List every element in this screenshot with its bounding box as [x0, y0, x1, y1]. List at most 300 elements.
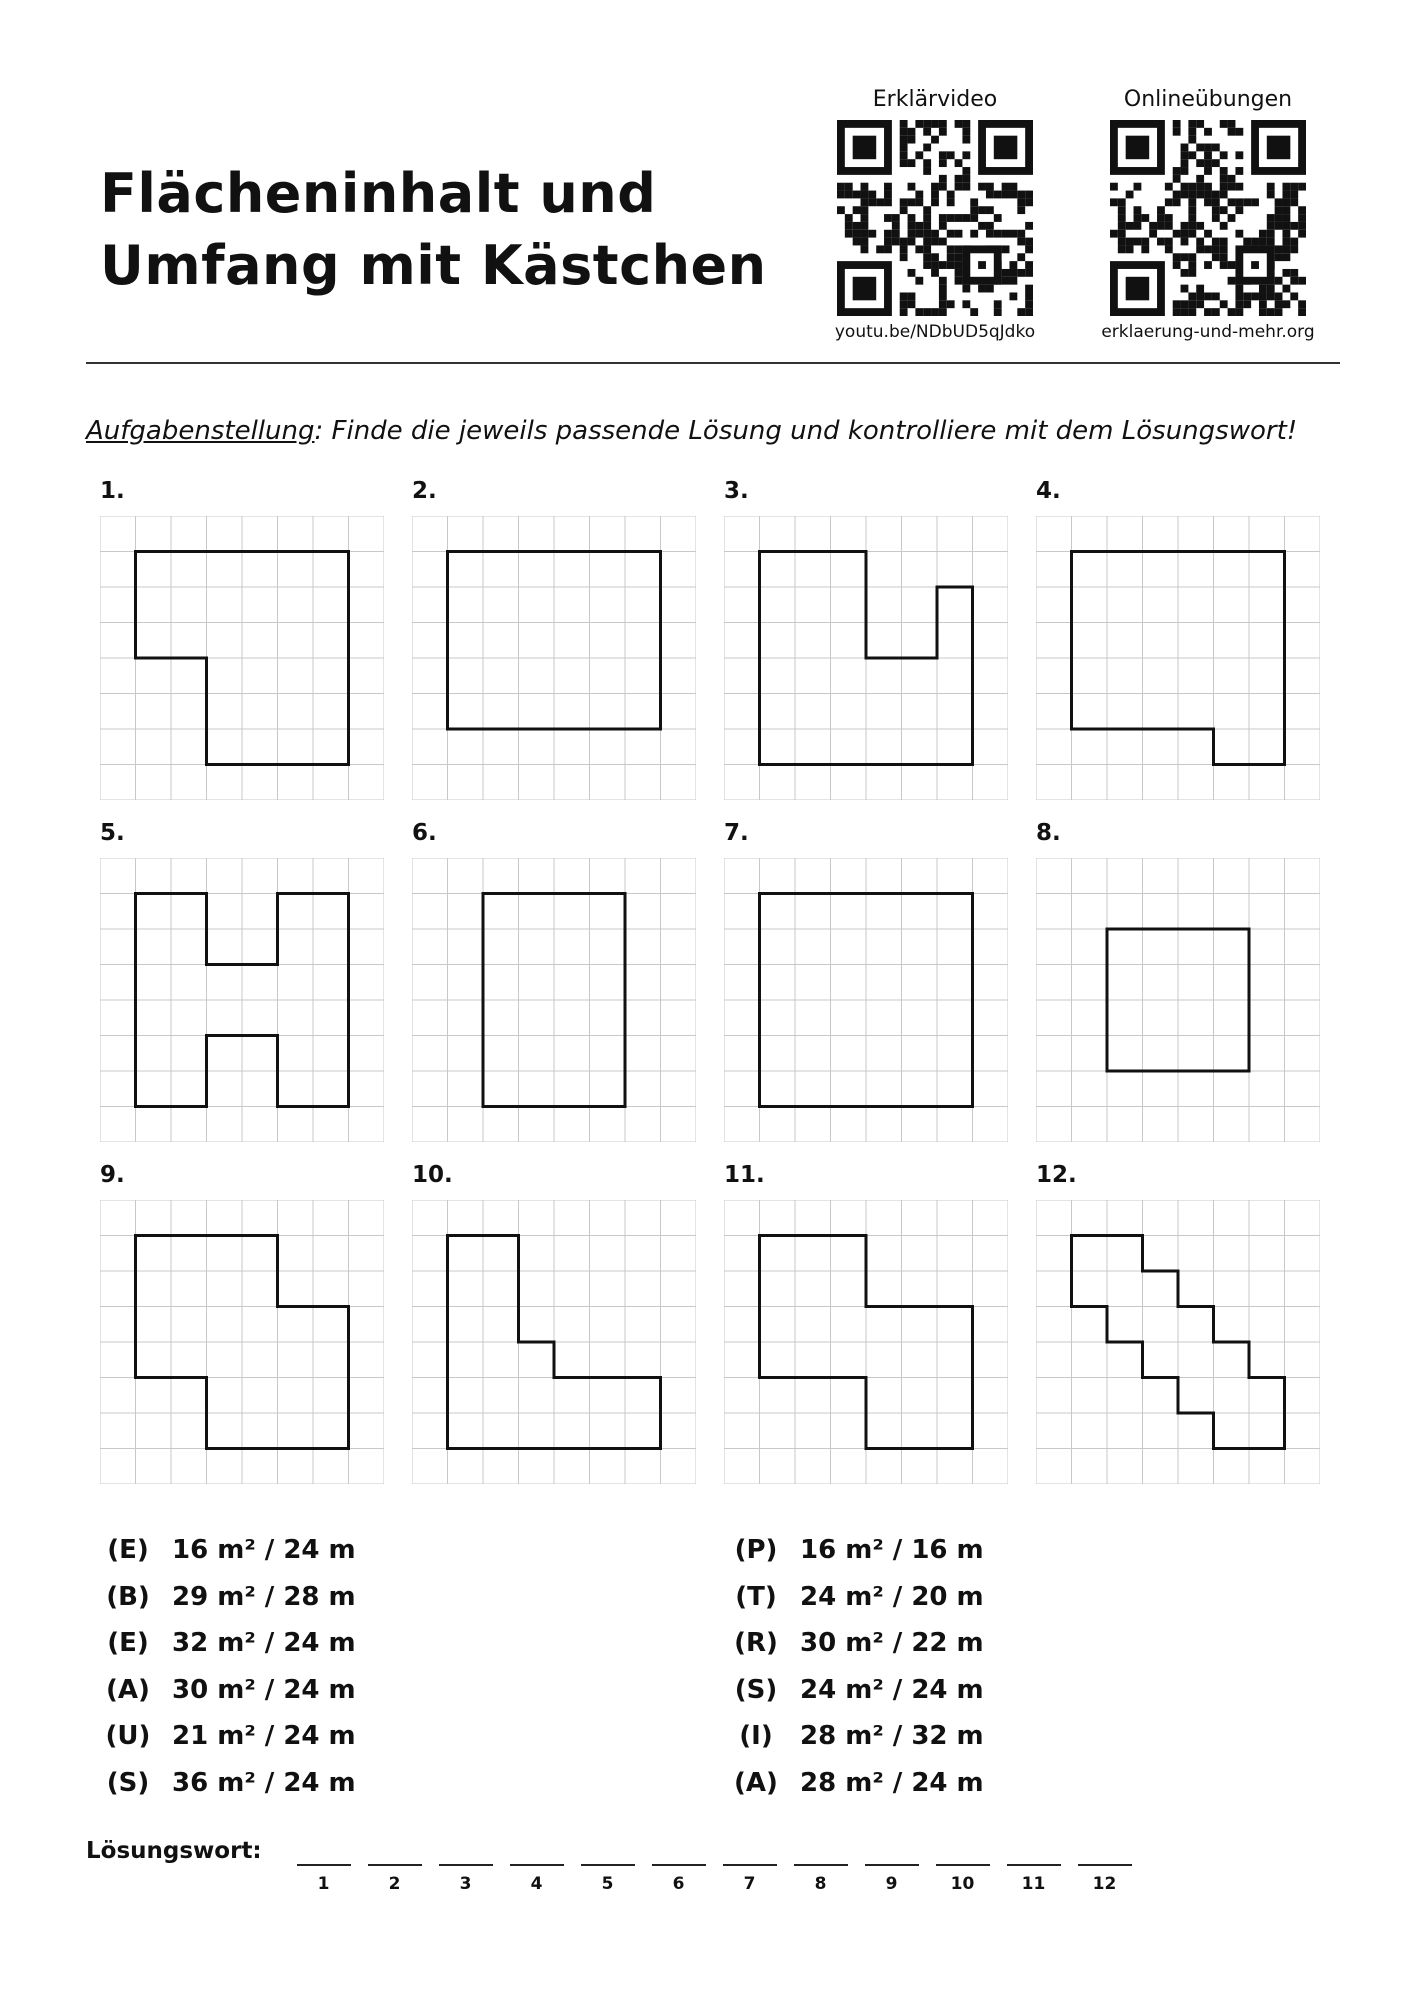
- qr-module: [861, 206, 869, 214]
- qr-module: [1002, 277, 1010, 285]
- qr-module: [1118, 206, 1126, 214]
- qr-module: [1220, 222, 1228, 230]
- qr-module: [955, 253, 963, 261]
- qr-module: [1196, 159, 1204, 167]
- qr-module: [1235, 183, 1243, 191]
- answer-code: (E): [107, 1628, 149, 1659]
- qr-module: [1290, 222, 1298, 230]
- qr-module: [1282, 300, 1290, 308]
- answer-row: [720, 1574, 984, 1621]
- qr-module: [1228, 120, 1236, 128]
- qr-module: [931, 136, 939, 144]
- qr-module: [1290, 198, 1298, 206]
- qr-module: [931, 238, 939, 246]
- qr-module: [1212, 206, 1220, 214]
- qr-module: [1228, 214, 1236, 222]
- qr-module: [1235, 230, 1243, 238]
- solution-slot-line[interactable]: [297, 1838, 351, 1866]
- qr-module: [1009, 191, 1017, 199]
- qr-module: [861, 222, 869, 230]
- qr-module: [1173, 120, 1181, 128]
- qr-module: [1212, 191, 1220, 199]
- qr-module: [939, 238, 947, 246]
- qr-module: [1282, 230, 1290, 238]
- qr-module: [1235, 308, 1243, 316]
- qr-module: [1110, 198, 1118, 206]
- solution-slot[interactable]: [714, 1838, 785, 1894]
- qr-module: [1275, 277, 1283, 285]
- answer-value: 30 m² / 24 m: [172, 1674, 356, 1705]
- qr-video-block: [805, 80, 1065, 342]
- answer-code: (E): [107, 1535, 149, 1566]
- qr-module: [962, 214, 970, 222]
- header-divider: [86, 362, 1340, 364]
- grid-figure-2: [412, 516, 696, 800]
- qr-module: [1290, 191, 1298, 199]
- solution-slot-line[interactable]: [439, 1838, 493, 1866]
- qr-module: [1009, 277, 1017, 285]
- qr-module: [1188, 261, 1196, 269]
- qr-module: [908, 292, 916, 300]
- answer-row: [720, 1620, 984, 1667]
- qr-module: [1118, 245, 1126, 253]
- solution-slot[interactable]: [785, 1838, 856, 1894]
- qr-module: [1298, 214, 1306, 222]
- solution-slot[interactable]: [430, 1838, 501, 1894]
- qr-module: [1002, 245, 1010, 253]
- qr-module: [845, 191, 853, 199]
- qr-module: [1110, 230, 1118, 238]
- qr-video-url[interactable]: youtu.be/NDbUD5qJdko: [834, 322, 1036, 342]
- qr-module: [908, 300, 916, 308]
- qr-module: [1243, 300, 1251, 308]
- qr-module: [1204, 167, 1212, 175]
- qr-module: [962, 120, 970, 128]
- qr-module: [1126, 136, 1150, 160]
- qr-module: [1181, 308, 1189, 316]
- qr-module: [892, 230, 900, 238]
- figure-number: 6.: [412, 820, 437, 846]
- solution-slot-number: 9: [885, 1874, 898, 1894]
- qr-code-icon[interactable]: [837, 120, 1033, 316]
- qr-module: [1134, 183, 1142, 191]
- answer-code: (A): [106, 1674, 150, 1705]
- qr-module: [962, 300, 970, 308]
- qr-module: [1282, 269, 1290, 277]
- qr-module: [1290, 238, 1298, 246]
- qr-module: [1298, 277, 1306, 285]
- qr-module: [1025, 292, 1033, 300]
- solution-slot-number: 5: [601, 1874, 614, 1894]
- qr-module: [947, 198, 955, 206]
- qr-module: [1181, 269, 1189, 277]
- qr-module: [1220, 238, 1228, 246]
- figure-number: 12.: [1036, 1162, 1077, 1188]
- qr-module: [1017, 253, 1025, 261]
- qr-module: [955, 120, 963, 128]
- qr-module: [939, 300, 947, 308]
- qr-module: [1298, 308, 1306, 316]
- qr-module: [900, 245, 908, 253]
- qr-module: [1196, 175, 1204, 183]
- qr-module: [884, 245, 892, 253]
- qr-module: [1243, 292, 1251, 300]
- qr-module: [978, 222, 986, 230]
- qr-module: [1126, 222, 1134, 230]
- qr-module: [1149, 230, 1157, 238]
- qr-module: [1017, 308, 1025, 316]
- qr-module: [939, 285, 947, 293]
- qr-module: [1157, 238, 1165, 246]
- qr-module: [1196, 222, 1204, 230]
- qr-module: [908, 230, 916, 238]
- solution-slot-line[interactable]: [794, 1838, 848, 1866]
- qr-module: [955, 277, 963, 285]
- answer-row: [720, 1667, 984, 1714]
- qr-module: [1025, 300, 1033, 308]
- qr-module: [939, 120, 947, 128]
- qr-module: [915, 222, 923, 230]
- solution-slot-line[interactable]: [652, 1838, 706, 1866]
- qr-module: [1025, 285, 1033, 293]
- qr-module: [1267, 308, 1275, 316]
- qr-module: [1204, 159, 1212, 167]
- solution-slot-line[interactable]: [723, 1838, 777, 1866]
- solution-slot-number: 7: [743, 1874, 756, 1894]
- qr-module: [1165, 198, 1173, 206]
- qr-module: [1267, 191, 1275, 199]
- qr-module: [994, 230, 1002, 238]
- qr-exercises-block: [1073, 80, 1343, 342]
- qr-module: [923, 206, 931, 214]
- solution-slot-line[interactable]: [368, 1838, 422, 1866]
- qr-module: [1188, 128, 1196, 136]
- qr-module: [853, 238, 861, 246]
- grid-figure-1: [100, 516, 384, 800]
- qr-module: [1282, 206, 1290, 214]
- qr-module: [1118, 230, 1126, 238]
- qr-module: [1196, 144, 1204, 152]
- qr-module: [900, 292, 908, 300]
- qr-module: [1126, 277, 1150, 301]
- grid-figure-11: [724, 1200, 1008, 1484]
- qr-module: [1017, 198, 1025, 206]
- figure-number: 3.: [724, 478, 749, 504]
- qr-code-icon[interactable]: [1110, 120, 1306, 316]
- qr-module: [923, 253, 931, 261]
- solution-slot[interactable]: [572, 1838, 643, 1894]
- qr-module: [1025, 269, 1033, 277]
- solution-slot[interactable]: [643, 1838, 714, 1894]
- qr-module: [923, 222, 931, 230]
- grid-figure-9: [100, 1200, 384, 1484]
- answer-value: 30 m² / 22 m: [800, 1628, 984, 1659]
- qr-module: [1275, 300, 1283, 308]
- qr-module: [1220, 261, 1228, 269]
- qr-module: [931, 261, 939, 269]
- qr-module: [1188, 292, 1196, 300]
- qr-module: [955, 214, 963, 222]
- qr-module: [970, 206, 978, 214]
- solution-slot[interactable]: [998, 1838, 1069, 1894]
- qr-module: [1251, 198, 1259, 206]
- qr-exercises-url[interactable]: erklaerung-und-mehr.org: [1101, 322, 1315, 342]
- qr-module: [1220, 300, 1228, 308]
- qr-module: [861, 198, 869, 206]
- qr-module: [1282, 245, 1290, 253]
- qr-module: [1228, 198, 1236, 206]
- qr-module: [955, 269, 963, 277]
- solution-slot[interactable]: [856, 1838, 927, 1894]
- qr-module: [1212, 238, 1220, 246]
- qr-module: [1212, 144, 1220, 152]
- qr-module: [1275, 292, 1283, 300]
- qr-module: [1220, 253, 1228, 261]
- qr-module: [1259, 238, 1267, 246]
- qr-module: [1282, 238, 1290, 246]
- qr-module: [1282, 253, 1290, 261]
- qr-module: [1298, 222, 1306, 230]
- qr-module: [1009, 261, 1017, 269]
- qr-module: [845, 183, 853, 191]
- qr-module: [837, 206, 845, 214]
- qr-module: [1259, 292, 1267, 300]
- qr-module: [994, 214, 1002, 222]
- qr-module: [908, 214, 916, 222]
- title-line-1: Flächeninhalt und: [100, 162, 657, 225]
- qr-module: [868, 230, 876, 238]
- qr-module: [1017, 206, 1025, 214]
- qr-module: [1259, 300, 1267, 308]
- qr-module: [947, 191, 955, 199]
- qr-module: [931, 183, 939, 191]
- qr-module: [923, 245, 931, 253]
- qr-module: [908, 198, 916, 206]
- solution-slot[interactable]: [288, 1838, 359, 1894]
- grid-figure-12: [1036, 1200, 1320, 1484]
- answer-code: (S): [734, 1674, 778, 1705]
- qr-module: [1149, 222, 1157, 230]
- qr-module: [1235, 292, 1243, 300]
- qr-module: [876, 198, 884, 206]
- qr-module: [884, 214, 892, 222]
- qr-module: [986, 191, 994, 199]
- qr-module: [1204, 183, 1212, 191]
- qr-module: [962, 167, 970, 175]
- qr-module: [1009, 269, 1017, 277]
- qr-module: [1002, 269, 1010, 277]
- qr-module: [1141, 214, 1149, 222]
- qr-module: [1173, 167, 1181, 175]
- qr-module: [1267, 238, 1275, 246]
- qr-module: [1196, 292, 1204, 300]
- page-title: [100, 158, 767, 302]
- qr-module: [1267, 230, 1275, 238]
- qr-module: [900, 253, 908, 261]
- solution-slot-line[interactable]: [581, 1838, 635, 1866]
- qr-module: [1157, 206, 1165, 214]
- qr-module: [1196, 300, 1204, 308]
- qr-module: [1259, 308, 1267, 316]
- qr-module: [1025, 238, 1033, 246]
- figure-number: 4.: [1036, 478, 1061, 504]
- qr-module: [1173, 300, 1181, 308]
- qr-module: [1188, 300, 1196, 308]
- figure-number: 8.: [1036, 820, 1061, 846]
- qr-video-label: Erklärvideo: [872, 87, 998, 112]
- qr-module: [1204, 245, 1212, 253]
- qr-module: [1220, 151, 1228, 159]
- task-text: : Finde die jeweils passende Lösung und kontrolliere mit dem Lösungswort!: [314, 416, 1298, 446]
- qr-module: [1188, 230, 1196, 238]
- qr-module: [1009, 230, 1017, 238]
- qr-module: [1228, 175, 1236, 183]
- qr-module: [915, 120, 923, 128]
- qr-module: [1235, 198, 1243, 206]
- qr-module: [1282, 214, 1290, 222]
- qr-module: [962, 151, 970, 159]
- qr-module: [1282, 285, 1290, 293]
- solution-slot-line[interactable]: [865, 1838, 919, 1866]
- solution-slot-line[interactable]: [510, 1838, 564, 1866]
- qr-module: [1204, 151, 1212, 159]
- qr-module: [915, 191, 923, 199]
- qr-module: [1282, 191, 1290, 199]
- solution-slot[interactable]: [1069, 1838, 1140, 1894]
- qr-module: [923, 230, 931, 238]
- answer-code: (T): [735, 1581, 777, 1612]
- qr-module: [908, 136, 916, 144]
- qr-module: [1228, 308, 1236, 316]
- qr-module: [1228, 277, 1236, 285]
- solution-slot[interactable]: [501, 1838, 572, 1894]
- solution-slot-number: 2: [388, 1874, 401, 1894]
- qr-module: [962, 136, 970, 144]
- qr-module: [1267, 136, 1291, 160]
- qr-module: [861, 230, 869, 238]
- qr-module: [1118, 222, 1126, 230]
- qr-module: [1275, 308, 1283, 316]
- grid-figure-8: [1036, 858, 1320, 1142]
- solution-slot-line[interactable]: [1078, 1838, 1132, 1866]
- answer-code: (B): [106, 1581, 150, 1612]
- solution-slot[interactable]: [359, 1838, 430, 1894]
- qr-module: [994, 308, 1002, 316]
- qr-module: [900, 300, 908, 308]
- qr-module: [1025, 198, 1033, 206]
- qr-module: [915, 198, 923, 206]
- qr-module: [1025, 261, 1033, 269]
- qr-module: [1181, 230, 1189, 238]
- qr-module: [939, 214, 947, 222]
- qr-module: [837, 183, 845, 191]
- solution-slot-number: 8: [814, 1874, 827, 1894]
- answer-code: (A): [734, 1767, 778, 1798]
- grid-figure-4: [1036, 516, 1320, 800]
- qr-module: [994, 136, 1018, 160]
- qr-module: [1165, 245, 1173, 253]
- qr-module: [1134, 214, 1142, 222]
- qr-module: [1251, 292, 1259, 300]
- qr-module: [923, 159, 931, 167]
- qr-module: [1259, 230, 1267, 238]
- qr-module: [923, 120, 931, 128]
- qr-module: [1002, 230, 1010, 238]
- qr-module: [1141, 238, 1149, 246]
- qr-module: [908, 183, 916, 191]
- qr-module: [939, 183, 947, 191]
- qr-module: [1196, 183, 1204, 191]
- solution-slot-number: 6: [672, 1874, 685, 1894]
- grid-figure-3: [724, 516, 1008, 800]
- qr-module: [1290, 269, 1298, 277]
- qr-module: [962, 128, 970, 136]
- qr-module: [947, 151, 955, 159]
- qr-module: [1181, 144, 1189, 152]
- qr-module: [1212, 198, 1220, 206]
- qr-module: [1220, 191, 1228, 199]
- solution-blanks: [288, 1838, 1140, 1894]
- figure-number: 1.: [100, 478, 125, 504]
- qr-module: [861, 238, 869, 246]
- solution-slot-number: 12: [1092, 1874, 1117, 1894]
- qr-module: [1141, 245, 1149, 253]
- qr-module: [1243, 198, 1251, 206]
- qr-module: [884, 183, 892, 191]
- qr-module: [970, 308, 978, 316]
- qr-module: [1188, 151, 1196, 159]
- qr-module: [1188, 198, 1196, 206]
- qr-module: [1181, 238, 1189, 246]
- qr-module: [1181, 253, 1189, 261]
- qr-module: [900, 238, 908, 246]
- qr-module: [1251, 238, 1259, 246]
- qr-module: [1220, 206, 1228, 214]
- qr-module: [931, 120, 939, 128]
- qr-module: [1275, 222, 1283, 230]
- solution-slot-line[interactable]: [1007, 1838, 1061, 1866]
- qr-module: [1212, 245, 1220, 253]
- qr-module: [1204, 128, 1212, 136]
- qr-module: [853, 222, 861, 230]
- qr-module: [1298, 206, 1306, 214]
- qr-module: [892, 222, 900, 230]
- qr-module: [931, 191, 939, 199]
- qr-module: [1188, 120, 1196, 128]
- qr-module: [1017, 191, 1025, 199]
- qr-module: [1212, 214, 1220, 222]
- qr-module: [1181, 183, 1189, 191]
- qr-module: [884, 191, 892, 199]
- solution-slot-line[interactable]: [936, 1838, 990, 1866]
- qr-module: [962, 183, 970, 191]
- qr-module: [1267, 222, 1275, 230]
- qr-module: [1181, 222, 1189, 230]
- qr-module: [1173, 308, 1181, 316]
- solution-slot[interactable]: [927, 1838, 998, 1894]
- qr-module: [908, 128, 916, 136]
- answer-value: 21 m² / 24 m: [172, 1721, 356, 1752]
- qr-module: [1282, 222, 1290, 230]
- qr-module: [915, 230, 923, 238]
- title-line-2: Umfang mit Kästchen: [100, 234, 767, 297]
- qr-module: [1009, 183, 1017, 191]
- qr-module: [986, 230, 994, 238]
- qr-module: [1282, 198, 1290, 206]
- qr-module: [931, 253, 939, 261]
- qr-module: [861, 191, 869, 199]
- answer-row: [92, 1620, 356, 1667]
